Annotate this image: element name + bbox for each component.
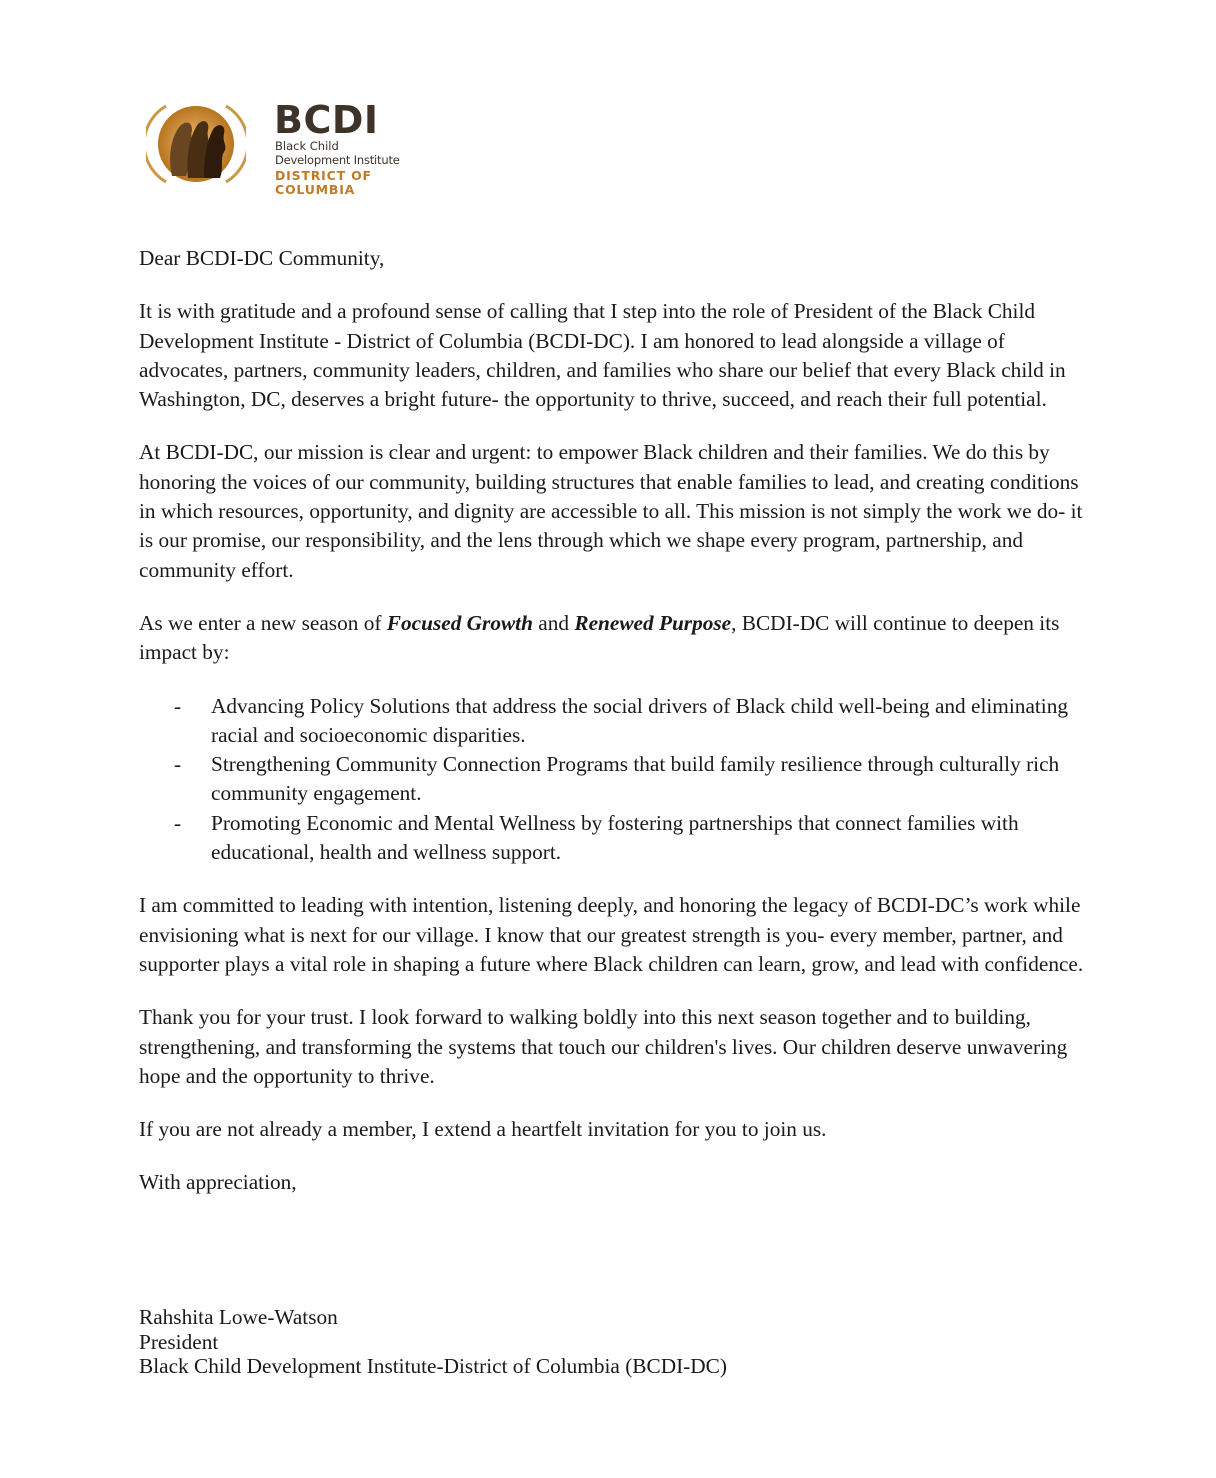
logo-line-1: Black Child xyxy=(275,139,339,153)
list-item xyxy=(139,750,1084,809)
text-run: As we enter a new season of xyxy=(139,610,387,635)
paragraph-invitation: If you are not already a member, I extend a heartfelt invitation for you to join us. xyxy=(139,1117,827,1142)
closing: With appreciation, xyxy=(139,1170,297,1195)
emphasis-focused-growth: Focused Growth xyxy=(386,610,533,635)
paragraph-new-season xyxy=(139,609,1084,668)
logo-line-3: DISTRICT OF COLUMBIA xyxy=(275,168,372,197)
paragraph-thanks: Thank you for your trust. I look forward to walking boldly into this next season together and to building, strengthening, and transforming the systems that touch our children's lives. Our children deserve unwavering hope and the opportunity to thrive. xyxy=(139,1005,1068,1088)
logo-wordmark: BCDI xyxy=(274,98,379,142)
paragraph-intro: It is with gratitude and a profound sense of calling that I step into the role of President of the Black Child Development Institute - District of Columbia (BCDI-DC). I am honored to lead alongside a village of advocates, partners, community leaders, children, and families who share our belief that every Black child in Washington, DC, deserves a bright future- the opportunity to thrive, succeed, and reach their full potential. xyxy=(139,299,1066,412)
paragraph-mission: At BCDI-DC, our mission is clear and urgent: to empower Black children and their families. We do this by honoring the voices of our community, building structures that enable families to lead, and creating conditions in which resources, opportunity, and dignity are accessible to all. This mission is not simply the work we do- it is our promise, our responsibility, and the lens through which we shape every program, partnership, and community effort. xyxy=(139,440,1083,582)
emphasis-renewed-purpose: Renewed Purpose xyxy=(574,610,732,635)
bcdi-faces-emblem-icon xyxy=(146,98,246,190)
logo-line-2: Development Institute xyxy=(275,153,400,167)
text-run: and xyxy=(532,610,575,635)
bcdi-logo xyxy=(146,98,446,197)
list-item-text: Promoting Economic and Mental Wellness by fostering partnerships that connect families with educational, health and wellness support. xyxy=(211,810,1019,865)
bullet-marker: - xyxy=(174,810,182,835)
text-run: , BCDI-DC will continue to deepen its impact by: xyxy=(139,610,1060,665)
list-item xyxy=(139,692,1084,751)
signer-title: President xyxy=(139,1329,219,1354)
list-item xyxy=(139,809,1084,868)
salutation: Dear BCDI-DC Community, xyxy=(139,246,385,270)
signer-name: Rahshita Lowe-Watson xyxy=(139,1305,338,1329)
impact-list xyxy=(139,692,1084,868)
signature-block xyxy=(139,1305,727,1379)
letter-body xyxy=(139,244,1084,1198)
paragraph-commitment: I am committed to leading with intention, listening deeply, and honoring the legacy of BCDI-DC’s work while envisioning what is next for our village. I know that our greatest strength is you- every member, partner, and supporter plays a vital role in shaping a future where Black children can learn, grow, and lead with confidence. xyxy=(139,893,1084,976)
list-item-text: Strengthening Community Connection Programs that build family resilience through culturally rich community engagement. xyxy=(211,752,1060,806)
list-item-text: Advancing Policy Solutions that address the social drivers of Black child well-being and eliminating racial and socioeconomic disparities. xyxy=(211,693,1069,747)
bullet-marker: - xyxy=(174,693,182,718)
bullet-marker: - xyxy=(174,752,182,777)
signer-organization: Black Child Development Institute-District of Columbia (BCDI-DC) xyxy=(139,1354,727,1378)
